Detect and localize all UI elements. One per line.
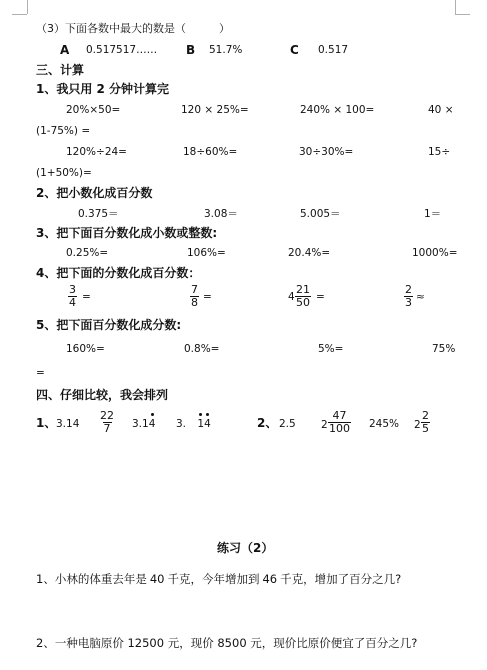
p1-r1-c4: 40 × <box>428 104 454 116</box>
g2-d-whole: 2 <box>414 419 421 431</box>
crop-mark-top-right-h <box>455 14 470 15</box>
p4-frac-4-num: 2 <box>405 283 412 296</box>
p3-item-3: 20.4%= <box>288 247 331 259</box>
g1-b-num: 22 <box>100 409 114 422</box>
g2-d-num: 2 <box>422 409 429 422</box>
p1-r1-c3: 240% × 100= <box>300 104 375 116</box>
crop-mark-top-left <box>27 0 28 14</box>
q3-question: （3）下面各数中最大的数是（ ） <box>36 22 230 35</box>
practice-title: 练习（2） <box>217 541 274 555</box>
q3-option-c-value: 0.517 <box>318 44 349 56</box>
p1-r2-cont: (1+50%)= <box>36 167 92 179</box>
g1-a: 3.14 <box>56 418 80 430</box>
p4-frac-3-whole: 4 <box>288 291 295 303</box>
g2-b-whole: 2 <box>321 419 328 431</box>
p4-frac-2-num: 7 <box>191 283 198 296</box>
p1-r2-c3: 30÷30%= <box>299 146 354 158</box>
p2-item-2: 3.08＝ <box>204 208 238 220</box>
p4-frac-1-suffix: = <box>82 291 91 303</box>
p3-item-2: 106%= <box>187 247 226 259</box>
p1-r1-c2: 120 × 25%= <box>181 104 249 116</box>
g1-c-repeat-digit: 4 <box>148 418 156 430</box>
p4-frac-4 <box>404 284 413 309</box>
g1-b-den: 7 <box>103 422 111 435</box>
p4-frac-3 <box>295 284 311 309</box>
crop-mark-top-right <box>455 0 456 14</box>
p4-frac-4-den: 3 <box>405 296 412 309</box>
practice-q1 <box>36 572 401 586</box>
g1-d-repeat-digit-1: 1 <box>197 418 205 430</box>
p5-item-3: 5%= <box>318 343 344 355</box>
p3-heading: 3、把下面百分数化成小数或整数: <box>36 226 218 240</box>
g1-c <box>132 417 155 431</box>
p5-item-4: 75% <box>432 343 456 355</box>
practice-q1-n1: 40 <box>149 572 165 586</box>
p2-item-4: 1＝ <box>424 208 442 220</box>
practice-q1-after: 千克，增加了百分之几? <box>280 572 402 586</box>
p1-r1-cont: (1-75%) = <box>36 125 91 137</box>
p2-item-3: 5.005＝ <box>300 208 341 220</box>
p1-r2-c4: 15÷ <box>428 146 451 158</box>
p4-frac-1-den: 4 <box>69 296 76 309</box>
practice-q1-n2: 46 <box>262 572 278 586</box>
p1-r2-c1: 120%÷24= <box>66 146 127 158</box>
g2-b-frac <box>328 410 351 435</box>
p2-item-1: 0.375＝ <box>78 208 119 220</box>
g2-d-den: 5 <box>422 422 429 435</box>
p1-heading: 1、我只用 2 分钟计算完 <box>36 82 170 96</box>
p3-item-4: 1000%= <box>412 247 458 259</box>
section3-title: 三、计算 <box>36 63 85 77</box>
p4-frac-3-suffix: = <box>316 291 325 303</box>
section4-title: 四、仔细比较，我会排列 <box>36 388 169 402</box>
g1-d-int: 3. <box>176 418 187 430</box>
g1-d-repeat-digit-2: 4 <box>204 418 211 430</box>
q3-option-b-value: 51.7% <box>209 44 243 56</box>
g1-label: 1、 <box>36 416 57 430</box>
p4-frac-2-suffix: = <box>203 291 212 303</box>
practice-q1-mid: 千克，今年增加到 <box>167 572 260 586</box>
p4-frac-2-den: 8 <box>191 296 198 309</box>
p4-frac-1 <box>68 284 77 309</box>
p5-item-1: 160%= <box>66 343 105 355</box>
p4-frac-3-num: 21 <box>296 283 310 296</box>
g2-c: 245% <box>369 418 400 430</box>
g1-c-int: 3.1 <box>132 418 149 430</box>
q3-option-b-letter: B <box>186 43 196 57</box>
p3-item-1: 0.25%= <box>66 247 109 259</box>
p5-heading: 5、把下面百分数化成分数: <box>36 318 182 332</box>
p1-r2-c2: 18÷60%= <box>183 146 238 158</box>
crop-mark-top-left-h <box>12 14 27 15</box>
g2-b-num: 47 <box>332 409 347 422</box>
p4-frac-3-den: 50 <box>296 296 310 309</box>
g2-a: 2.5 <box>279 418 296 430</box>
g2-label: 2、 <box>257 416 278 430</box>
p4-heading: 4、把下面的分数化成百分数： <box>36 266 201 280</box>
p4-frac-1-num: 3 <box>69 283 76 296</box>
g1-d <box>176 417 211 431</box>
g2-b-den: 100 <box>329 422 350 435</box>
p4-frac-4-suffix: ≈ <box>416 291 425 303</box>
p4-frac-2 <box>190 284 199 309</box>
p5-item-2: 0.8%= <box>184 343 220 355</box>
p5-cont: = <box>36 367 45 379</box>
g2-d-frac <box>421 410 430 435</box>
q3-option-a-value: 0.517517…… <box>86 44 158 56</box>
practice-q1-before: 1、小林的体重去年是 <box>36 572 147 586</box>
g1-b-frac <box>99 410 115 435</box>
practice-q2: 2、一种电脑原价 12500 元，现价 8500 元，现价比原价便宜了百分之几? <box>36 636 418 650</box>
q3-option-a-letter: A <box>60 43 70 57</box>
q3-option-c-letter: C <box>290 43 299 57</box>
p2-heading: 2、把小数化成百分数 <box>36 186 153 200</box>
p1-r1-c1: 20%×50= <box>66 104 121 116</box>
